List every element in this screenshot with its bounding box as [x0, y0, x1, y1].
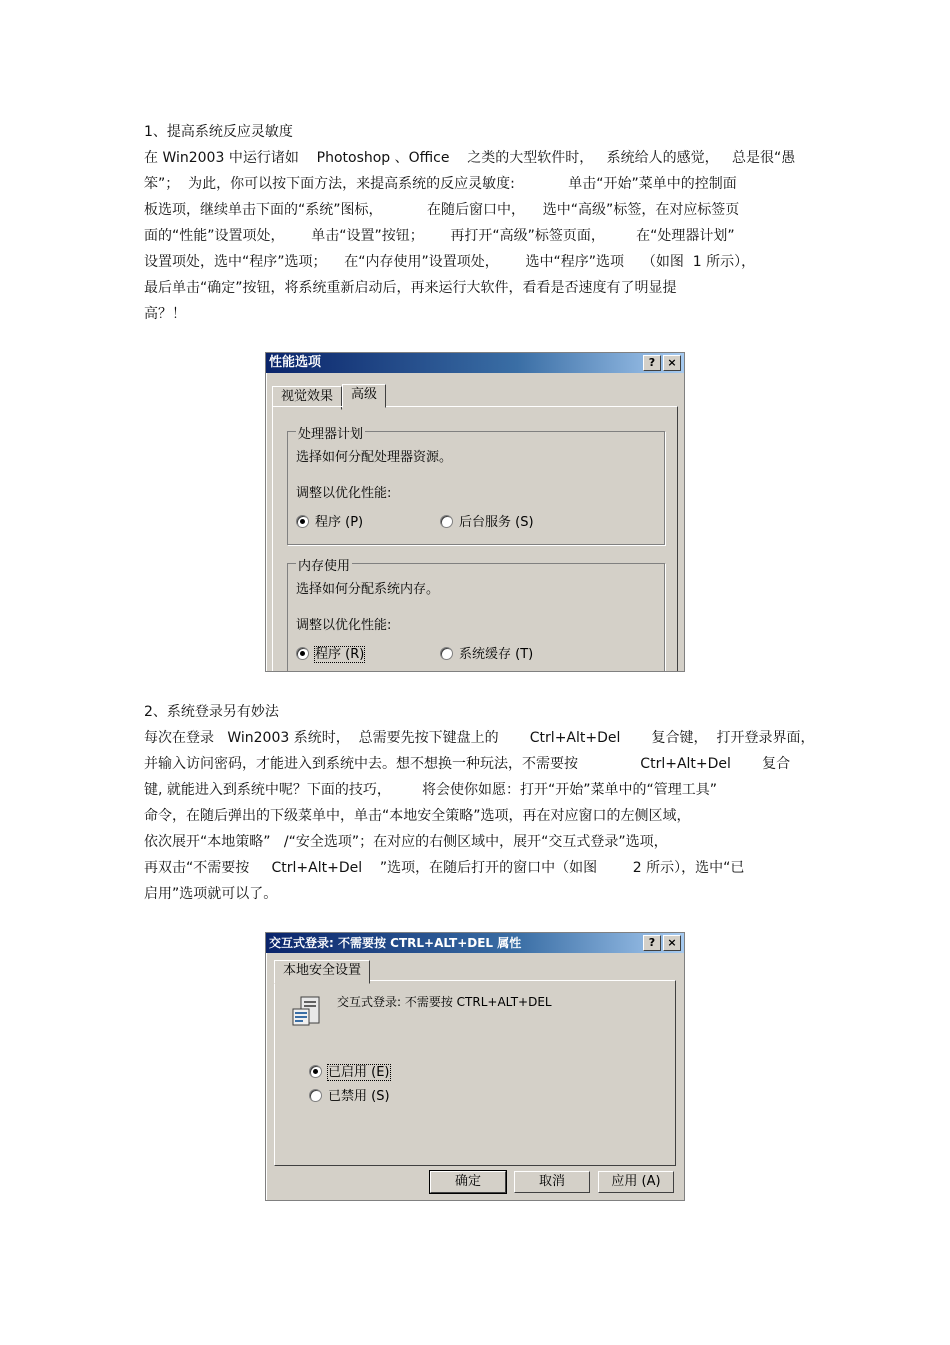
optimize-prompt: 调整以优化性能: [296, 486, 392, 501]
section1-line: 设置项处，选中“程序”选项； 在“内存使用”设置项处， 选中“程序”选项 （如图 1 所示）， [144, 254, 756, 270]
dialog-titlebar [266, 353, 684, 373]
section1-line: 高？！ [144, 306, 186, 322]
radio-icon [440, 647, 453, 660]
ok-button[interactable]: 确定 [430, 1171, 506, 1193]
dialog-title: 交互式登录: 不需要按 CTRL+ALT+DEL 属性 [269, 936, 522, 950]
dialog-title: 性能选项 [269, 355, 322, 370]
section1-heading: 1、提高系统反应灵敏度 [144, 124, 293, 140]
section2-line: 键, 就能进入到系统中呢？下面的技巧， 将会使你如愿：打开“开始”菜单中的“管理工具” [144, 782, 718, 798]
policy-name: 交互式登录: 不需要按 CTRL+ALT+DEL [337, 995, 552, 1009]
section1-line: 在 Win2003 中运行诸如 Photoshop 、Office 之类的大型软件时， 系统给人的感觉， 总是很“愚 [144, 150, 796, 166]
memory-usage-group [287, 559, 665, 672]
tab-local-security-setting[interactable]: 本地安全设置 [274, 960, 370, 984]
radio-enabled[interactable]: 已启用 (E) [309, 1061, 390, 1080]
radio-selected-icon [309, 1065, 322, 1078]
section1-line: 面的“性能”设置项处， 单击“设置”按钮； 再打开“高级”标签页面， 在“处理器计划” [144, 228, 735, 244]
radio-system-cache[interactable]: 系统缓存 (T) [440, 643, 533, 662]
interactive-logon-properties-dialog [265, 932, 685, 1201]
section2-line: 命令，在随后弹出的下级菜单中，单击“本地安全策略”选项，再在对应窗口的左侧区域， [144, 808, 691, 824]
radio-selected-icon [296, 515, 309, 528]
section2-line: 并输入访问密码，才能进入到系统中去。想不想换一种玩法，不需要按 Ctrl+Alt+Del 复合 [144, 756, 791, 772]
section1-paragraph [144, 145, 824, 327]
section2-line: 启用”选项就可以了。 [144, 886, 278, 902]
section2-line: 再双击“不需要按 Ctrl+Alt+Del ”选项，在随后打开的窗口中（如图 2 所示），选中“已 [144, 860, 745, 876]
radio-disabled[interactable]: 已禁用 (S) [309, 1085, 390, 1104]
security-policy-icon [291, 995, 325, 1029]
radio-background-services[interactable]: 后台服务 (S) [440, 511, 534, 530]
cancel-button[interactable]: 取消 [514, 1171, 590, 1193]
radio-icon [309, 1089, 322, 1102]
group-description: 选择如何分配系统内存。 [296, 582, 440, 597]
processor-scheduling-group [287, 427, 665, 545]
section2-line: 每次在登录 Win2003 系统时， 总需要先按下键盘上的 Ctrl+Alt+Del 复合键， 打开登录界面， [144, 730, 815, 746]
section2-heading: 2、系统登录另有妙法 [144, 704, 279, 720]
section1-line: 最后单击“确定”按钮，将系统重新启动后，再来运行大软件，看看是否速度有了明显提 [144, 280, 677, 296]
tab-advanced[interactable]: 高级 [342, 384, 386, 408]
radio-icon [440, 515, 453, 528]
tab-visual-effects[interactable]: 视觉效果 [272, 386, 342, 410]
section2-line: 依次展开“本地策略” /“安全选项”；在对应的右侧区域中，展开“交互式登录”选项， [144, 834, 668, 850]
radio-programs-memory[interactable]: 程序 (R) [296, 643, 364, 662]
section1-line: 板选项，继续单击下面的“系统”图标， 在随后窗口中， 选中“高级”标签，在对应标签页 [144, 202, 740, 218]
tab-strip [274, 962, 370, 986]
group-description: 选择如何分配处理器资源。 [296, 450, 453, 465]
apply-button[interactable]: 应用 (A) [598, 1171, 674, 1193]
help-button[interactable]: ? [643, 935, 661, 951]
close-button[interactable]: × [663, 935, 681, 951]
radio-programs[interactable]: 程序 (P) [296, 511, 363, 530]
group-legend: 处理器计划 [296, 423, 365, 442]
tab-panel [274, 980, 676, 1166]
section1-line: 笨”； 为此，你可以按下面方法，来提高系统的反应灵敏度: 单击“开始”菜单中的控制面 [144, 176, 737, 192]
performance-options-dialog [265, 352, 685, 672]
radio-selected-icon [296, 647, 309, 660]
optimize-prompt: 调整以优化性能: [296, 618, 392, 633]
group-legend: 内存使用 [296, 555, 352, 574]
dialog-titlebar [266, 933, 684, 953]
help-button[interactable]: ? [643, 355, 661, 371]
close-button[interactable]: × [663, 355, 681, 371]
tab-panel [272, 406, 678, 672]
section2-paragraph [144, 725, 824, 907]
